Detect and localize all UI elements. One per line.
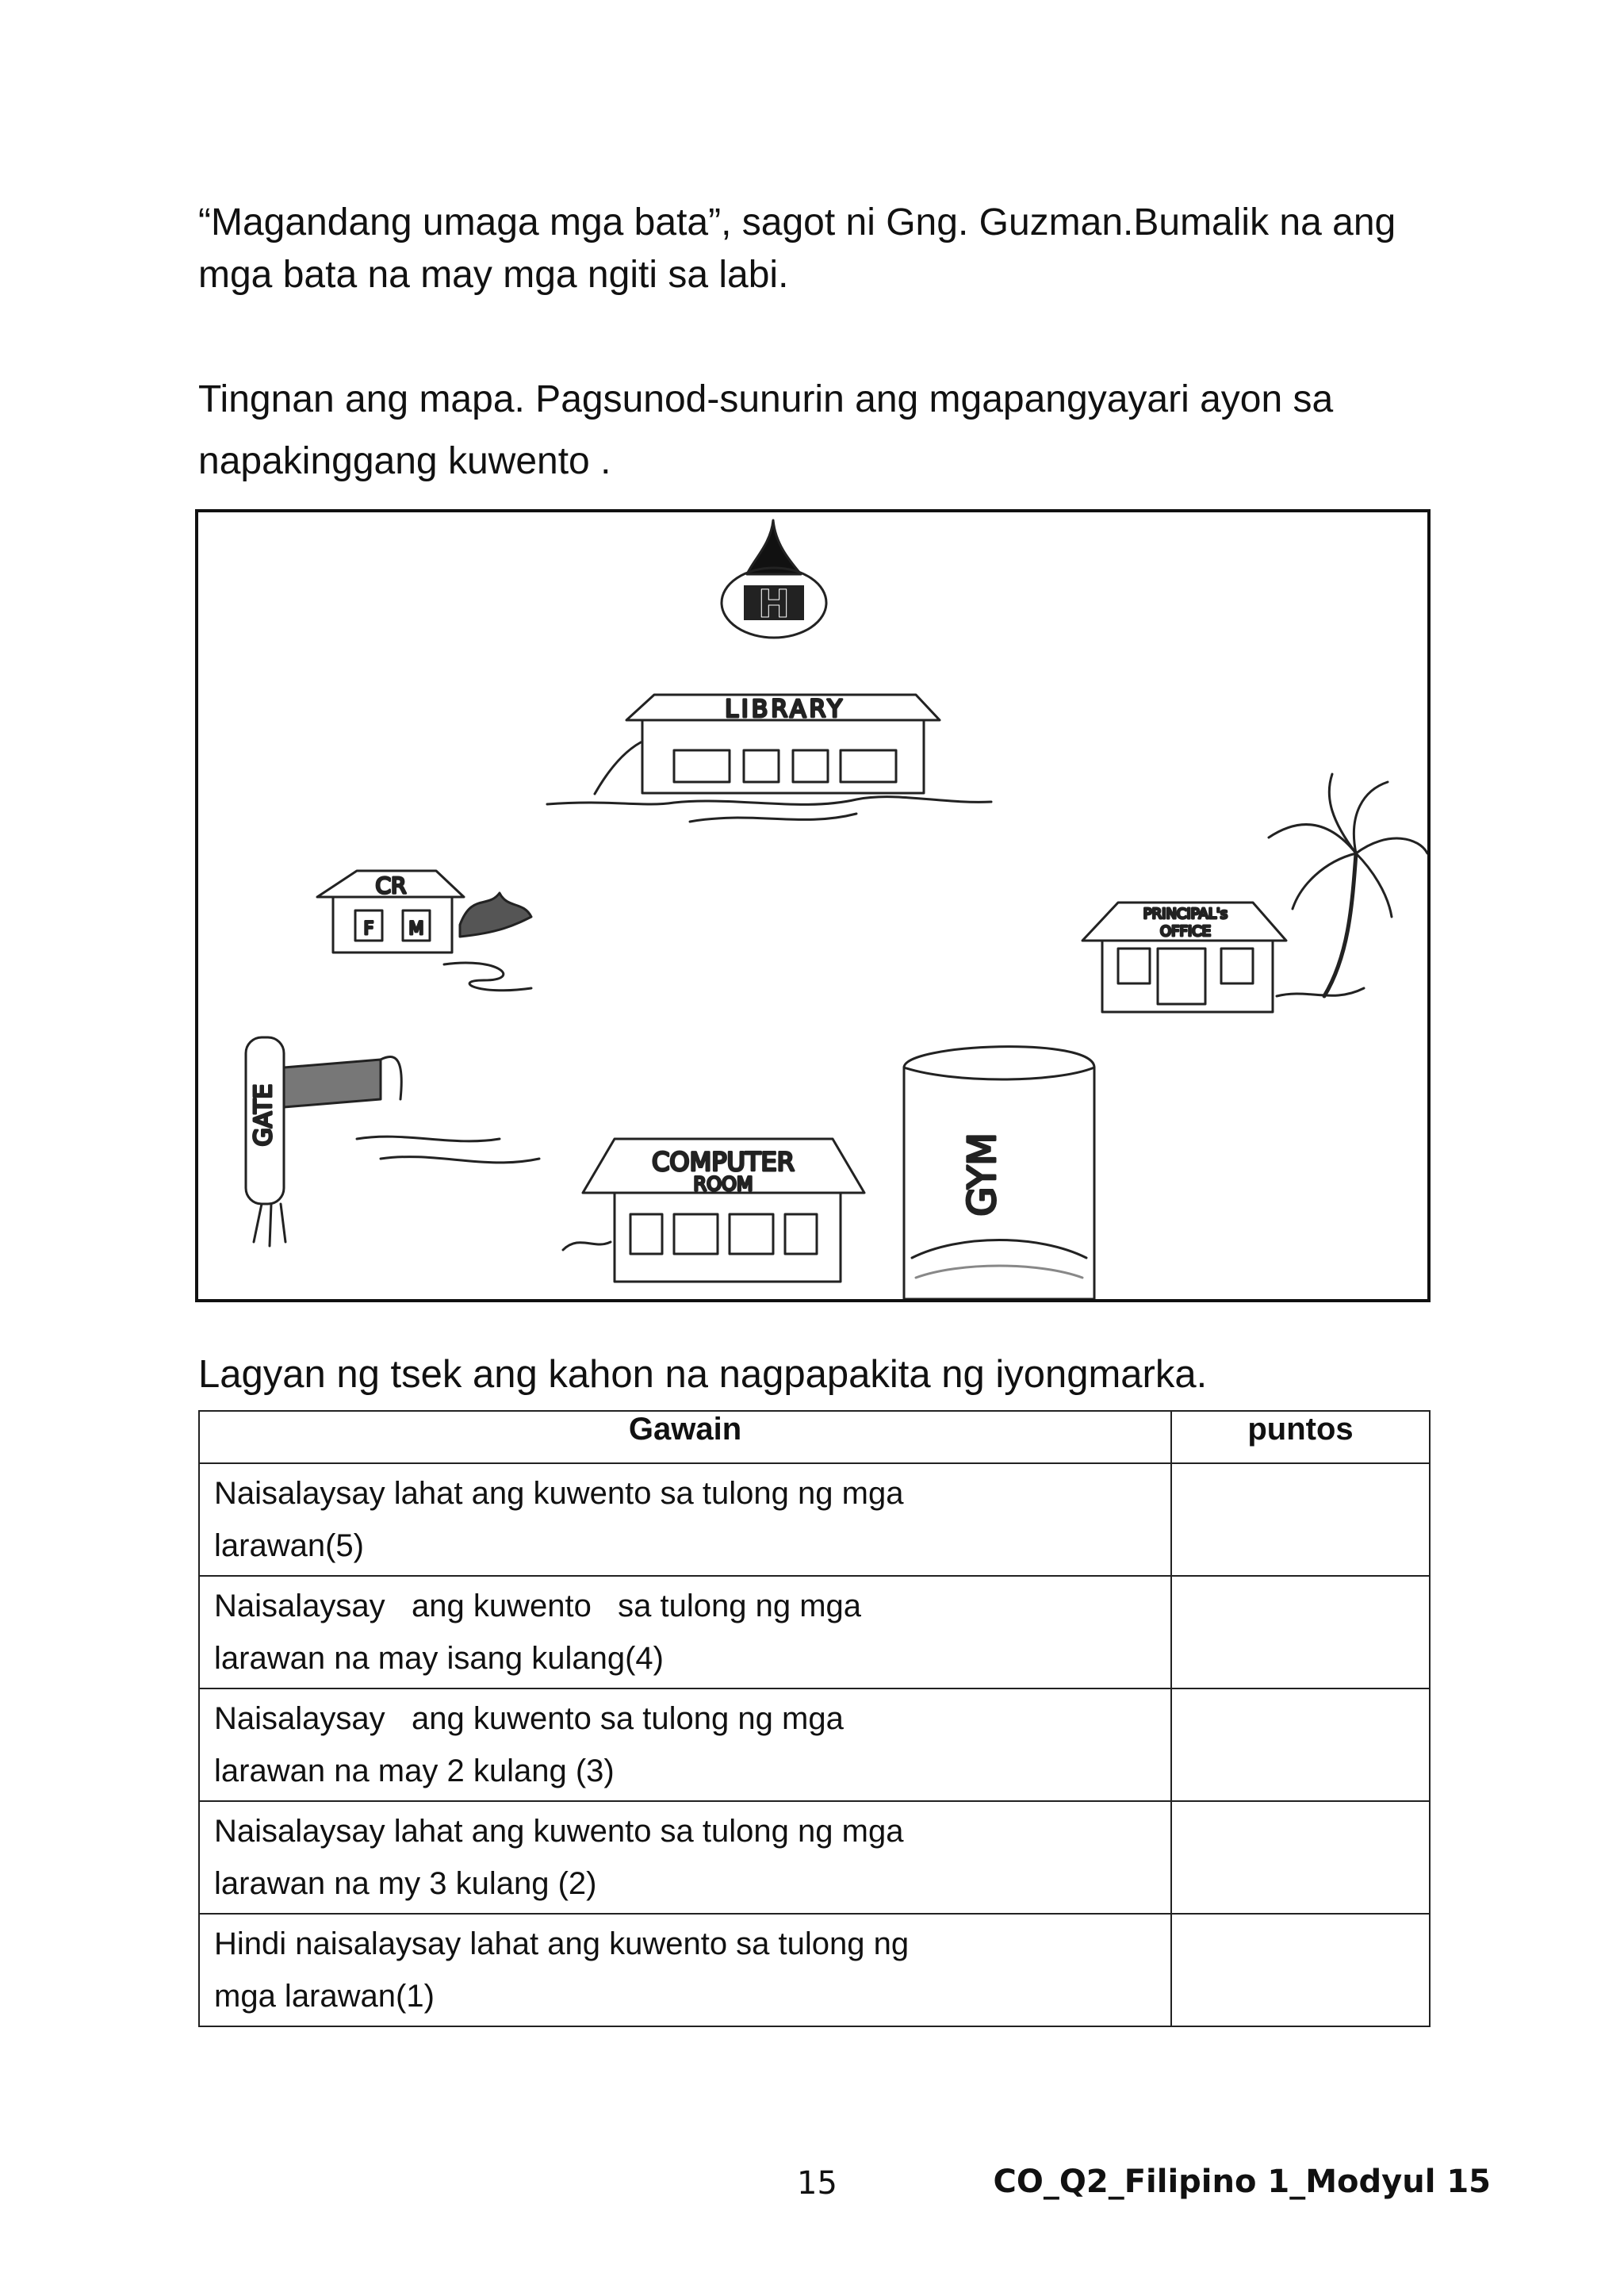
- task-text-line: larawan na may 2 kulang (3): [214, 1754, 615, 1788]
- task-column-header: Gawain: [199, 1411, 1171, 1463]
- gym-building-icon: [904, 1047, 1094, 1299]
- story-paragraph: [198, 197, 1451, 301]
- story-line-2: mga bata na may mga ngiti sa labi.: [198, 254, 789, 296]
- task-cell: [199, 1688, 1171, 1801]
- task-text-line: mga larawan(1): [214, 1979, 435, 2014]
- school-map-drawing: [198, 512, 1427, 1299]
- points-column-header: puntos: [1171, 1411, 1430, 1463]
- task-text-line: Naisalaysay ang kuwento sa tulong ng mga: [214, 1701, 844, 1736]
- points-checkbox-cell[interactable]: [1171, 1576, 1430, 1688]
- table-row: [199, 1576, 1430, 1688]
- school-map-illustration: [195, 509, 1431, 1302]
- check-instruction: Lagyan ng tsek ang kahon na nagpapakita ng iyongmarka.: [198, 1353, 1208, 1396]
- points-checkbox-cell[interactable]: [1171, 1914, 1430, 2026]
- task-cell: [199, 1576, 1171, 1688]
- computer-room-label-2: ROOM: [693, 1173, 753, 1195]
- task-text-line: Naisalaysay lahat ang kuwento sa tulong ng mga: [214, 1476, 904, 1511]
- rubric-header-row: [199, 1411, 1430, 1463]
- cr-f-label: F: [363, 919, 374, 939]
- gate-icon: [246, 1037, 539, 1246]
- cr-label: CR: [375, 872, 407, 899]
- principal-label-2: OFFICE: [1159, 923, 1212, 940]
- task-text-line: larawan na may isang kulang(4): [214, 1641, 664, 1676]
- task-cell: [199, 1914, 1171, 2026]
- cr-building-icon: [317, 871, 531, 991]
- table-row: [199, 1688, 1430, 1801]
- gym-label: GYM: [960, 1133, 1005, 1217]
- computer-room-label-1: COMPUTER: [652, 1147, 795, 1177]
- points-checkbox-cell[interactable]: [1171, 1463, 1430, 1576]
- module-code: CO_Q2_Filipino 1_Modyul 15: [993, 2164, 1491, 2200]
- principal-label-1: PRINCIPAL's: [1143, 906, 1228, 922]
- gate-label: GATE: [250, 1083, 278, 1147]
- task-text-line: Naisalaysay ang kuwento sa tulong ng mga: [214, 1589, 862, 1623]
- task-cell: [199, 1463, 1171, 1576]
- table-row: [199, 1801, 1430, 1914]
- points-checkbox-cell[interactable]: [1171, 1688, 1430, 1801]
- story-line-1: “Magandang umaga mga bata”, sagot ni Gng. Guzman.Bumalik na ang: [198, 201, 1396, 243]
- points-checkbox-cell[interactable]: [1171, 1801, 1430, 1914]
- task-text-line: larawan(5): [214, 1528, 364, 1563]
- task-cell: [199, 1801, 1171, 1914]
- page-number: 15: [797, 2165, 837, 2202]
- cr-m-label: M: [408, 919, 424, 939]
- h-label: H: [757, 582, 791, 627]
- rubric-table: [198, 1410, 1431, 2027]
- task-text-line: Hindi naisalaysay lahat ang kuwento sa tulong ng: [214, 1926, 910, 1961]
- instruction-paragraph: [198, 369, 1451, 493]
- table-row: [199, 1463, 1430, 1576]
- library-label: LIBRARY: [725, 696, 845, 723]
- instruction-line-1: Tingnan ang mapa. Pagsunod-sunurin ang mgapangyayari ayon sa: [198, 378, 1334, 420]
- task-text-line: Naisalaysay lahat ang kuwento sa tulong ng mga: [214, 1814, 904, 1849]
- library-building-icon: [547, 695, 991, 822]
- palm-tree-icon: [1269, 774, 1427, 996]
- table-row: [199, 1914, 1430, 2026]
- h-marker-icon: [722, 520, 826, 638]
- instruction-line-2: napakinggang kuwento .: [198, 440, 611, 482]
- computer-room-building-icon: [563, 1139, 864, 1282]
- task-text-line: larawan na my 3 kulang (2): [214, 1866, 597, 1901]
- principal-office-building-icon: [1082, 903, 1364, 1012]
